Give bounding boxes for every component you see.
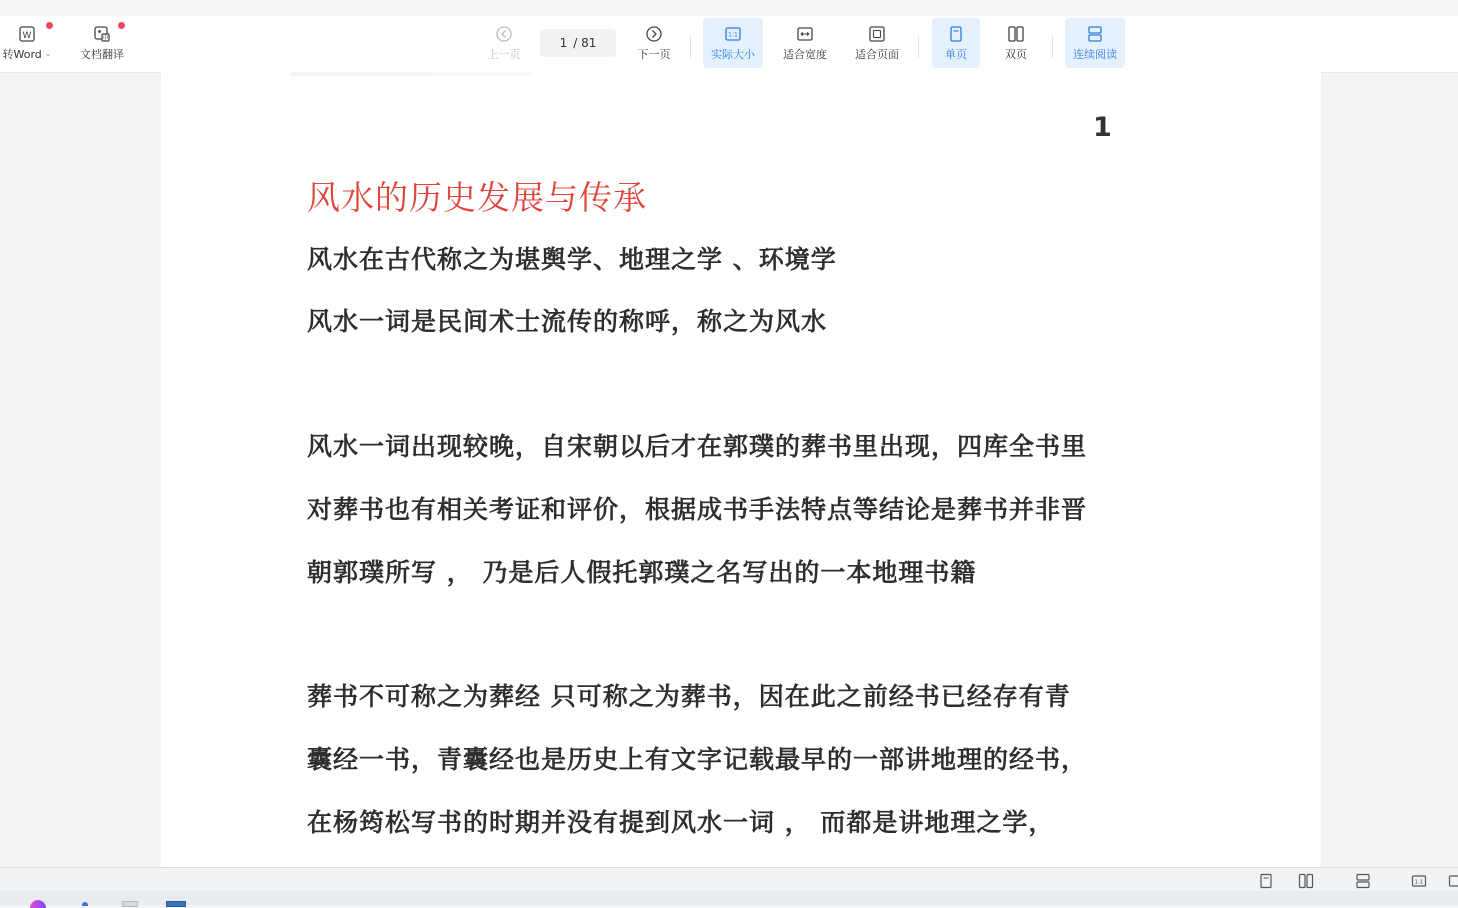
word-icon: [18, 25, 36, 43]
chevron-down-icon: ⌄: [45, 49, 52, 58]
prev-page-button[interactable]: [478, 18, 530, 68]
svg-text:中: 中: [102, 34, 108, 42]
single-page-button[interactable]: [932, 18, 980, 68]
actual-size-icon[interactable]: [1411, 873, 1427, 889]
continuous-read-button[interactable]: [1065, 18, 1125, 68]
double-page-label: 双页: [1005, 46, 1027, 62]
prev-page-label: 上一页: [488, 46, 521, 62]
single-page-icon[interactable]: [1258, 873, 1274, 889]
document-title: 风水的历史发展与传承: [307, 172, 647, 219]
next-page-label: 下一页: [638, 46, 671, 62]
faded-header-text: [291, 72, 531, 76]
fit-width-button[interactable]: [775, 18, 835, 68]
svg-text:W: W: [23, 31, 32, 41]
toolbar-divider: [918, 36, 919, 58]
fit-page-button[interactable]: [847, 18, 907, 68]
translate-label: 文档翻译: [80, 46, 124, 62]
fit-page-icon: [868, 25, 886, 43]
single-page-icon: [947, 25, 965, 43]
toolbar-divider: [1052, 36, 1053, 58]
text-line: 囊经一书，青囊经也是历史上有文字记载最早的一部讲地理的经书，: [307, 740, 1087, 776]
continuous-read-icon[interactable]: [1355, 873, 1371, 889]
chevron-left-circle-icon: [495, 25, 513, 43]
single-page-label: 单页: [945, 46, 967, 62]
double-page-icon: [1007, 25, 1025, 43]
page-current-input[interactable]: 1: [560, 36, 568, 50]
svg-text:1:1: 1:1: [728, 31, 738, 38]
to-word-badge-dot: [46, 22, 53, 29]
text-line: 风水一词是民间术士流传的称呼，称之为风水: [307, 302, 827, 338]
fit-width-icon[interactable]: [1448, 873, 1458, 889]
svg-text:1:1: 1:1: [1415, 880, 1424, 886]
text-line: 风水一词出现较晚，自宋朝以后才在郭璞的葬书里出现，四库全书里: [307, 427, 1087, 463]
next-page-button[interactable]: [628, 18, 680, 68]
double-page-icon[interactable]: [1298, 873, 1314, 889]
fit-width-icon: [796, 25, 814, 43]
app-icon[interactable]: [30, 900, 46, 908]
continuous-read-label: 连续阅读: [1073, 46, 1117, 62]
page-number: 1: [1093, 112, 1112, 143]
actual-size-button[interactable]: [703, 18, 763, 68]
actual-size-icon: [724, 25, 742, 43]
page-indicator[interactable]: [540, 29, 616, 57]
app-icon[interactable]: [122, 901, 138, 907]
toolbar-divider: [690, 36, 691, 58]
continuous-read-icon: [1086, 25, 1104, 43]
to-word-label: 转Word: [3, 46, 42, 62]
text-line: 在杨筠松写书的时期并没有提到风水一词 ， 而都是讲地理之学，: [307, 803, 1054, 839]
text-line: 风水在古代称之为堪舆学、地理之学 、环境学: [307, 240, 837, 276]
text-line: 葬书不可称之为葬经 只可称之为葬书，因在此之前经书已经存有青: [307, 677, 1071, 713]
app-icon[interactable]: [166, 901, 186, 907]
app-icon[interactable]: [82, 902, 88, 906]
text-line: 朝郭璞所写 ， 乃是后人假托郭璞之名写出的一本地理书籍: [307, 553, 976, 589]
chevron-right-circle-icon: [645, 25, 663, 43]
double-page-button[interactable]: [992, 18, 1040, 68]
text-line: 对葬书也有相关考证和评价，根据成书手法特点等结论是葬书并非晋: [307, 490, 1087, 526]
fit-page-label: 适合页面: [855, 46, 899, 62]
window-top-strip: [0, 0, 1458, 17]
bottom-view-bar: [0, 867, 1458, 892]
translate-badge-dot: [118, 22, 125, 29]
actual-size-label: 实际大小: [711, 46, 755, 62]
os-taskbar: [0, 891, 1458, 905]
translate-icon: [93, 25, 111, 43]
fit-width-label: 适合宽度: [783, 46, 827, 62]
document-page: [161, 72, 1321, 867]
reader-toolbar: [0, 16, 1458, 73]
page-total: / 81: [573, 36, 596, 50]
